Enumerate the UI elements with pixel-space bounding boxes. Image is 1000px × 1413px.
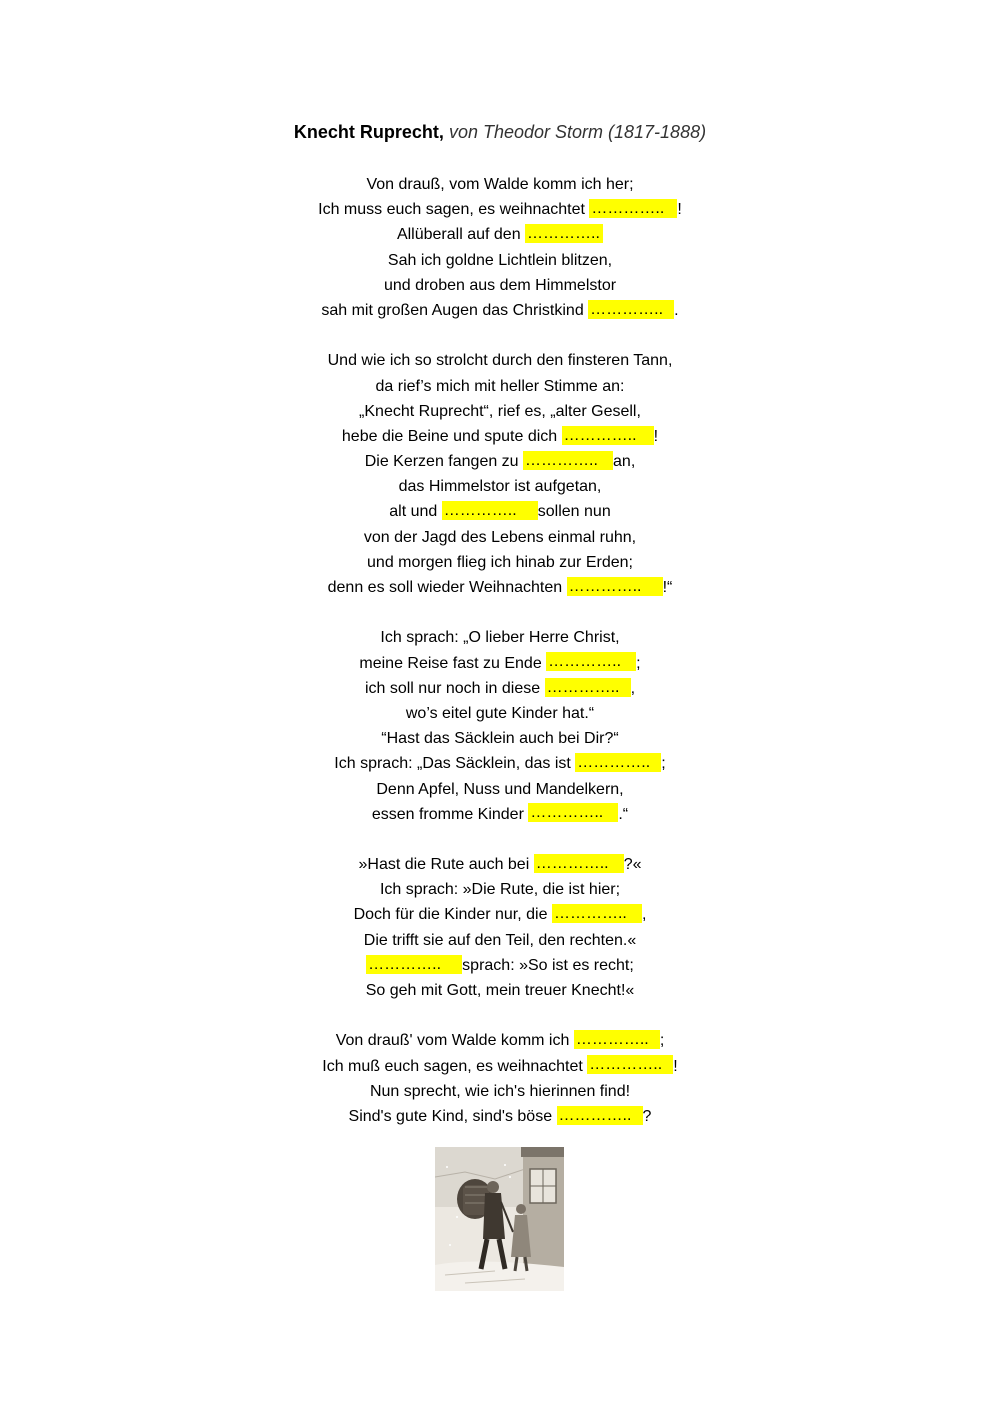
poem-line — [0, 374, 1000, 399]
line-text: meine Reise fast zu Ende — [359, 654, 547, 672]
blank-gap-field[interactable]: ………….. — [589, 199, 677, 218]
blank-gap-field[interactable]: ………….. — [534, 854, 624, 873]
line-text: essen fromme Kinder — [371, 805, 529, 823]
line-text: Sah ich goldne Lichtlein blitzen, — [387, 251, 613, 269]
line-text: ! — [677, 201, 682, 219]
line-text: , — [630, 679, 636, 697]
line-text: “Hast das Säcklein auch bei Dir?“ — [381, 730, 619, 748]
stanza-5 — [0, 1028, 1000, 1129]
line-text: ?« — [623, 856, 642, 874]
line-text: So geh mit Gott, mein treuer Knecht!« — [365, 982, 635, 999]
line-text: sah mit großen Augen das Christkind — [321, 301, 589, 319]
poem-line — [0, 625, 1000, 650]
blank-gap-field[interactable]: ………….. — [567, 577, 663, 596]
line-text: Die Kerzen fangen zu — [364, 453, 524, 471]
knecht-ruprecht-illustration — [435, 1147, 564, 1291]
poem-line — [0, 172, 1000, 197]
poem-line — [0, 1028, 1000, 1053]
line-text: ; — [636, 654, 641, 672]
line-text: hebe die Beine und spute dich — [341, 427, 562, 445]
line-text: sollen nun — [537, 503, 611, 521]
poem-line — [0, 902, 1000, 927]
stanza-3 — [0, 625, 1000, 827]
line-text: Sind's gute Kind, sind's böse — [348, 1107, 557, 1125]
poem-line — [0, 525, 1000, 550]
line-text: , — [641, 906, 647, 924]
poem-line — [0, 1104, 1000, 1129]
line-text: alt und — [389, 503, 442, 521]
line-text: „Knecht Ruprecht“, rief es, „alter Gesell, — [359, 402, 641, 420]
poem-line — [0, 777, 1000, 802]
line-text: ich soll nur noch in diese — [364, 679, 545, 697]
line-text: ; — [659, 1032, 665, 1050]
poem-line — [0, 676, 1000, 701]
line-text: ! — [653, 427, 659, 445]
blank-gap-field[interactable]: ………….. — [588, 300, 674, 319]
line-text: sprach: »So ist es recht; — [462, 956, 634, 974]
line-text: und morgen flieg ich hinab zur Erden; — [367, 553, 633, 571]
line-text: !“ — [662, 579, 673, 596]
blank-gap-field[interactable]: ………….. — [574, 1030, 660, 1049]
line-text: da rief’s mich mit heller Stimme an: — [375, 377, 625, 395]
poem-line — [0, 348, 1000, 373]
line-text: Allüberall auf den — [396, 226, 526, 244]
line-text: von der Jagd des Lebens einmal ruhn, — [363, 528, 637, 546]
poem-line — [0, 651, 1000, 676]
line-text: .“ — [618, 805, 629, 823]
poem-line — [0, 701, 1000, 726]
blank-gap-field[interactable]: ………….. — [557, 1106, 643, 1125]
blank-gap-field[interactable]: ………….. — [523, 451, 613, 470]
poem-line — [0, 424, 1000, 449]
poem-line — [0, 298, 1000, 323]
poem-line — [0, 248, 1000, 273]
blank-gap-field[interactable]: ………….. — [546, 652, 636, 671]
poem-line — [0, 499, 1000, 524]
line-text: »Hast die Rute auch bei — [358, 856, 534, 874]
title-byline: von Theodor Storm (1817-1888) — [448, 122, 707, 142]
poem-line — [0, 449, 1000, 474]
line-text: ; — [661, 755, 666, 773]
poem-line — [0, 1054, 1000, 1079]
stanza-2 — [0, 348, 1000, 600]
line-text: Ich sprach: „Das Säcklein, das ist — [334, 755, 576, 773]
poem-line — [0, 726, 1000, 751]
poem-line — [0, 474, 1000, 499]
poem-title — [0, 120, 1000, 144]
blank-gap-field[interactable]: ………….. — [575, 753, 661, 772]
line-text: Ich muss euch sagen, es weihnachtet — [318, 201, 590, 219]
line-text: Die trifft sie auf den Teil, den rechten.« — [363, 931, 637, 949]
poem-line — [0, 575, 1000, 600]
poem-line — [0, 953, 1000, 978]
line-text: Ich sprach: „O lieber Herre Christ, — [380, 629, 620, 647]
line-text: Nun sprecht, wie ich's hierinnen find! — [369, 1082, 631, 1100]
poem-line — [0, 928, 1000, 953]
blank-gap-field[interactable]: ………….. — [528, 803, 618, 822]
poem-line — [0, 399, 1000, 424]
line-text: Von drauß, vom Walde komm ich her; — [366, 176, 634, 193]
poem-line — [0, 751, 1000, 776]
line-text: ! — [673, 1057, 678, 1075]
line-text: und droben aus dem Himmelstor — [383, 276, 617, 294]
poem-line — [0, 550, 1000, 575]
blank-gap-field[interactable]: ………….. — [587, 1055, 673, 1074]
blank-gap-field[interactable]: ………….. — [545, 678, 631, 697]
poem-line — [0, 197, 1000, 222]
line-text: Und wie ich so strolcht durch den finsteren Tann, — [327, 352, 673, 370]
poem-line — [0, 222, 1000, 247]
poem-line — [0, 877, 1000, 902]
line-text: Ich sprach: »Die Rute, die ist hier; — [379, 881, 621, 899]
blank-gap-field[interactable]: ………….. — [552, 904, 642, 923]
line-text: Denn Apfel, Nuss und Mandelkern, — [376, 780, 624, 798]
title-main: Knecht Ruprecht, — [293, 122, 444, 142]
line-text: das Himmelstor ist aufgetan, — [398, 478, 602, 496]
blank-gap-field[interactable]: ………….. — [366, 955, 462, 974]
line-text: denn es soll wieder Weihnachten — [327, 579, 567, 596]
line-text: an, — [613, 453, 636, 471]
stanza-1 — [0, 172, 1000, 323]
line-text: ? — [642, 1107, 652, 1125]
poem-line — [0, 852, 1000, 877]
poem-line — [0, 1079, 1000, 1104]
blank-gap-field[interactable]: ………….. — [442, 501, 538, 520]
stanza-4 — [0, 852, 1000, 1003]
poem-line — [0, 273, 1000, 298]
poem-line — [0, 802, 1000, 827]
line-text: wo’s eitel gute Kinder hat.“ — [405, 704, 595, 722]
blank-gap-field[interactable]: ………….. — [562, 426, 654, 445]
blank-gap-field[interactable]: ………….. — [527, 225, 605, 243]
poem-line — [0, 978, 1000, 1003]
poem-body — [0, 172, 1000, 1154]
line-text: Von drauß' vom Walde komm ich — [335, 1032, 574, 1050]
line-text: . — [674, 301, 679, 319]
line-text: Ich muß euch sagen, es weihnachtet — [322, 1057, 588, 1075]
line-text: Doch für die Kinder nur, die — [353, 906, 552, 924]
